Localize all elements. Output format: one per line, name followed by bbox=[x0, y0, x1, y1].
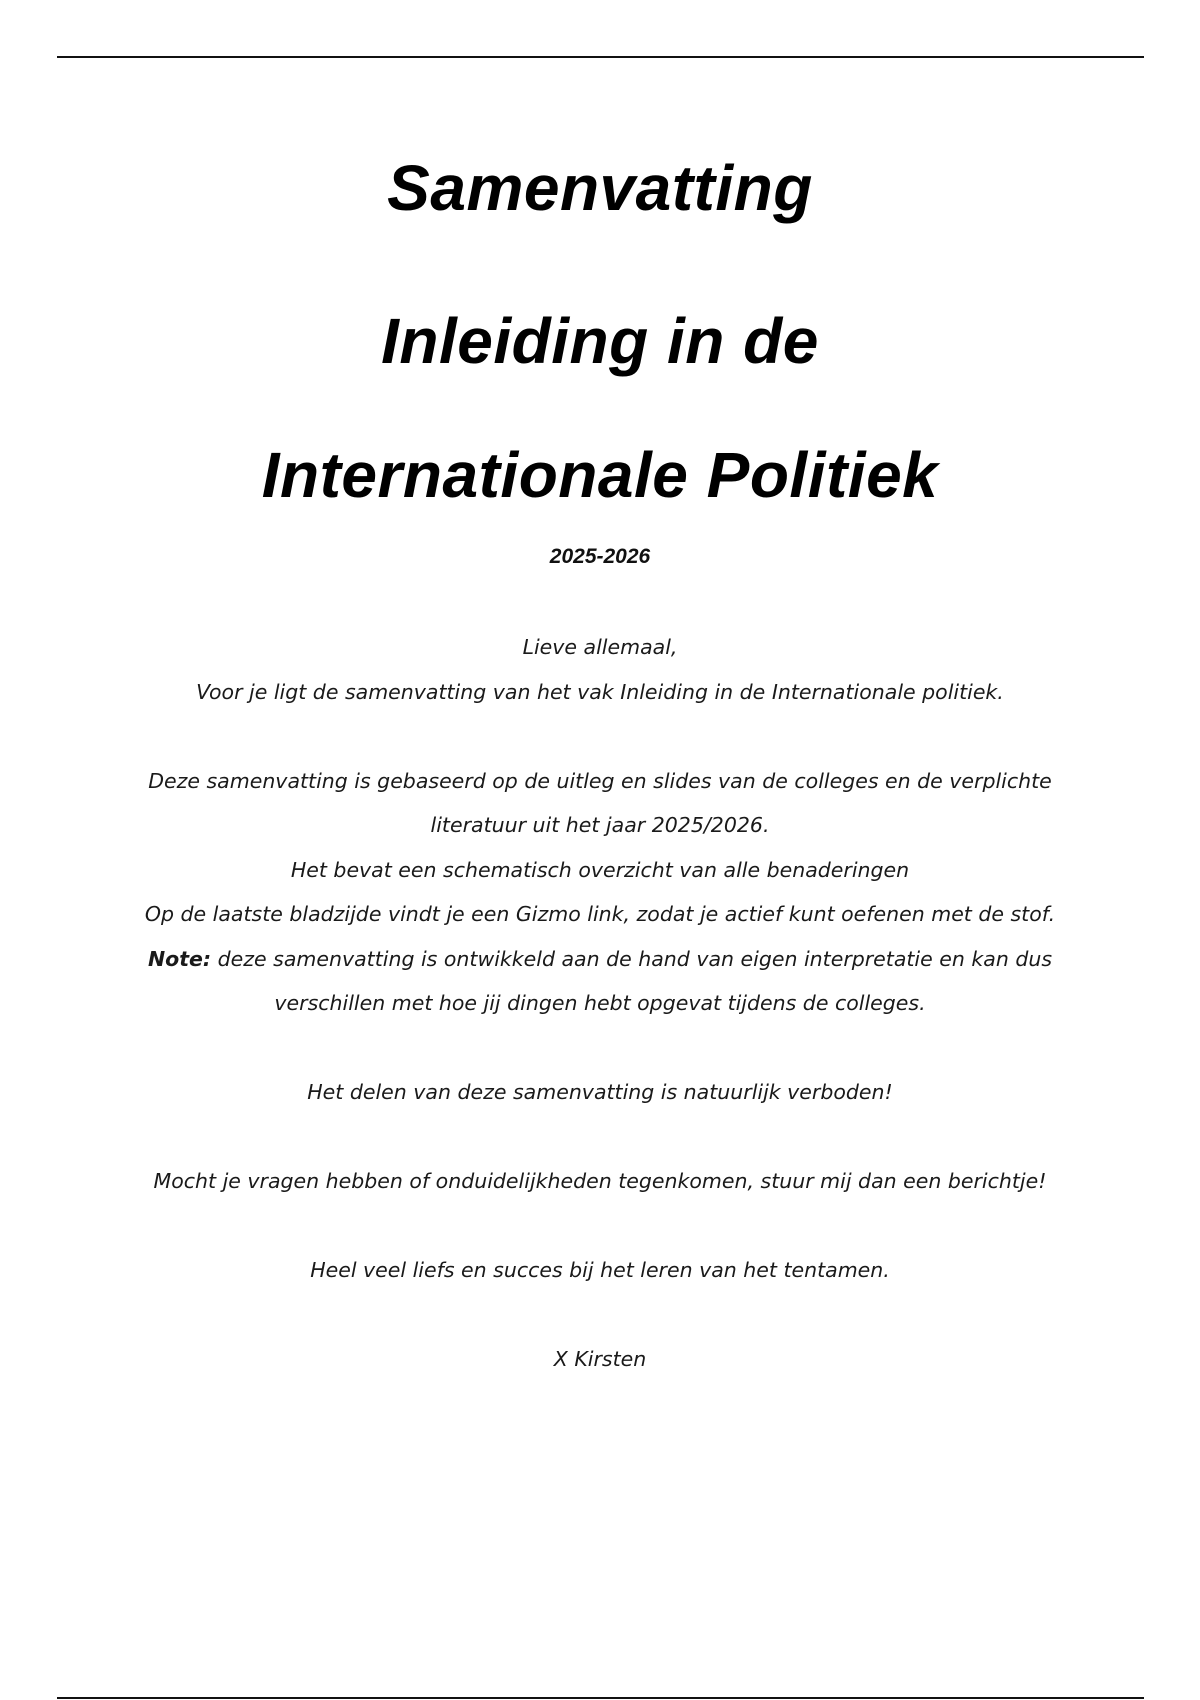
letter-signature: X Kirsten bbox=[553, 1347, 647, 1371]
letter-sharing: Het delen van deze samenvatting is natuurlijk verboden! bbox=[307, 1080, 893, 1104]
letter-wishes: Heel veel liefs en succes bij het leren van het tentamen. bbox=[310, 1258, 890, 1282]
spacer bbox=[130, 1204, 1070, 1249]
letter-overview: Het bevat een schematisch overzicht van alle benaderingen bbox=[290, 857, 910, 882]
letter-note bbox=[130, 937, 1070, 1026]
note-label: Note: bbox=[147, 946, 212, 971]
bottom-rule bbox=[57, 1697, 1144, 1699]
document-title bbox=[0, 140, 1200, 542]
letter-gizmo: Op de laatste bladzijde vindt je een Gizmo link, zodat je actief kunt oefenen met de stof. bbox=[144, 902, 1056, 926]
letter-greeting: Lieve allemaal, bbox=[522, 635, 678, 659]
letter-basis: Deze samenvatting is gebaseerd op de uitleg en slides van de colleges en de verplichte literatuur uit het jaar 2025/2026. bbox=[148, 768, 1052, 837]
top-rule bbox=[57, 56, 1144, 58]
spacer bbox=[130, 1293, 1070, 1338]
title-line-1: Samenvatting bbox=[387, 152, 813, 224]
academic-year: 2025-2026 bbox=[549, 545, 651, 568]
note-text: deze samenvatting is ontwikkeld aan de hand van eigen interpretatie en kan dus verschillen met hoe jij dingen hebt opgevat tijdens de colleges. bbox=[211, 946, 1053, 1015]
letter-questions: Mocht je vragen hebben of onduidelijkheden tegenkomen, stuur mij dan een berichtje! bbox=[153, 1169, 1047, 1193]
title-line-3: Internationale Politiek bbox=[261, 439, 939, 511]
spacer bbox=[130, 1115, 1070, 1160]
letter-intro: Voor je ligt de samenvatting van het vak Inleiding in de Internationale politiek. bbox=[196, 679, 1004, 704]
intro-letter bbox=[130, 625, 1070, 1382]
title-line-2: Inleiding in de bbox=[381, 305, 819, 377]
spacer bbox=[130, 714, 1070, 759]
spacer bbox=[130, 1026, 1070, 1071]
